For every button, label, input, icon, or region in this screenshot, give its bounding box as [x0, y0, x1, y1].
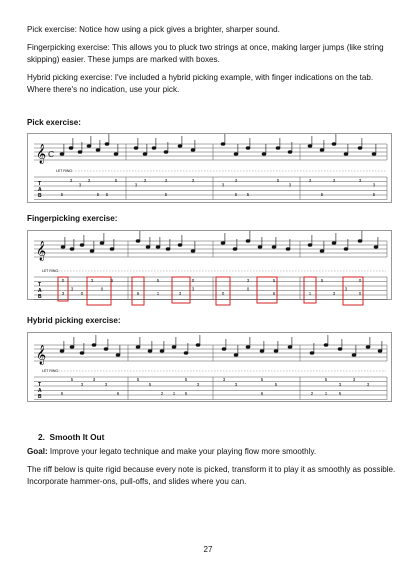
note-head — [178, 244, 182, 247]
tab-number: 3 — [134, 182, 138, 188]
tab-number: 2 — [160, 391, 164, 396]
note-head — [233, 248, 237, 251]
note-head — [286, 248, 290, 251]
tab-number: 6 — [272, 291, 276, 296]
note-head — [96, 149, 100, 152]
tab-number: 6 — [116, 391, 120, 396]
svg-text:𝄞: 𝄞 — [36, 241, 47, 261]
svg-text:LET RING: LET RING — [42, 369, 59, 373]
tab-number: 5 — [272, 278, 276, 283]
svg-text:T: T — [38, 181, 42, 187]
tab-number: 3 — [366, 382, 370, 387]
fingerpicking-note: Fingerpicking exercise: This allows you to pluck two strings at once, making larger jumps (like string skipping) easier. These jumps are marked with boxes. — [27, 43, 384, 65]
note-head — [222, 348, 226, 351]
tab-number: 0 — [80, 291, 84, 296]
svg-text:B: B — [38, 394, 42, 400]
note-head — [178, 145, 182, 148]
tab-number: 5 — [60, 391, 64, 396]
note-head — [344, 153, 348, 156]
tab-number: 5 — [60, 192, 64, 197]
note-head — [184, 352, 188, 355]
tab-number: 6 — [260, 391, 264, 396]
tab-number: 5 — [114, 178, 118, 183]
note-head — [69, 147, 73, 150]
note-head — [288, 151, 292, 154]
tab-number: 3 — [221, 182, 225, 188]
note-head — [308, 145, 312, 148]
note-head — [332, 242, 336, 245]
tab-number: 3 — [308, 178, 312, 183]
tab-number: 3 — [358, 178, 362, 183]
note-head — [344, 248, 348, 251]
note-head — [160, 350, 164, 353]
fingerpicking-exercise-heading: Fingerpicking exercise: — [27, 214, 118, 223]
time-signature: C — [48, 150, 55, 159]
note-head — [234, 354, 238, 357]
tab-number: 5 — [276, 178, 280, 183]
note-head — [78, 151, 82, 154]
tab-number: 5 — [164, 192, 168, 197]
note-head — [104, 348, 108, 351]
tab-number: 3 — [92, 377, 96, 382]
tab-number: 1 — [308, 291, 312, 296]
pick-note: Pick exercise: Notice how using a pick gives a brighter, sharper sound. — [27, 25, 280, 34]
note-head — [320, 250, 324, 253]
note-head — [191, 149, 195, 152]
tab-number: 5 — [96, 192, 100, 197]
note-head — [134, 147, 138, 150]
tab-number: 3 — [87, 178, 91, 183]
note-head — [196, 344, 200, 347]
tab-number: 1 — [172, 391, 176, 396]
note-head — [146, 246, 150, 249]
tab-number: 5 — [156, 278, 160, 283]
note-head — [276, 147, 280, 150]
page-number: 27 — [203, 545, 213, 554]
tab-number: 0 — [358, 278, 362, 283]
tab-number: 6 — [136, 291, 140, 296]
svg-text:T: T — [38, 382, 42, 388]
svg-text:A: A — [38, 288, 42, 294]
tab-number: 3 — [78, 182, 82, 188]
tab-number: 3 — [234, 382, 238, 387]
note-head — [116, 354, 120, 357]
hybrid-note: Hybrid picking exercise: I've included a hybrid picking example, with finger indications on the tab. Where there's no indication, use your pick. — [27, 73, 374, 95]
svg-text:T: T — [38, 282, 42, 288]
note-head — [90, 250, 94, 253]
tab-number: 3 — [246, 278, 250, 283]
svg-text:𝄞: 𝄞 — [36, 345, 47, 365]
note-head — [246, 240, 250, 243]
tab-number: 0 — [221, 291, 225, 296]
hybrid-exercise-heading: Hybrid picking exercise: — [27, 316, 121, 325]
tab-number: 5 — [324, 377, 328, 382]
jump-highlight-box — [304, 277, 316, 303]
note-head — [148, 350, 152, 353]
tab-number: 3 — [372, 182, 376, 188]
pick-exercise-heading: Pick exercise: — [27, 118, 82, 127]
note-head — [110, 248, 114, 251]
tab-number: 3 — [164, 178, 168, 183]
svg-text:A: A — [38, 187, 42, 193]
tab-number: 3 — [143, 178, 147, 183]
tab-number: 5 — [260, 377, 264, 382]
tab-number: 5 — [338, 391, 342, 396]
note-head — [136, 240, 140, 243]
tab-number: 3 — [69, 178, 73, 183]
tab-number: 3 — [288, 182, 292, 188]
treble-clef-icon: 𝄞 — [36, 144, 47, 164]
tab-number: 0 — [100, 286, 104, 292]
section-heading: 2. Smooth It Out — [38, 432, 105, 442]
note-head — [156, 246, 160, 249]
tab-number: 3 — [80, 382, 84, 387]
note-head — [100, 242, 104, 245]
tab-number: 5 — [246, 192, 250, 197]
note-head — [143, 153, 147, 156]
note-head — [308, 244, 312, 247]
note-head — [105, 143, 109, 146]
tab-number: 1 — [156, 291, 160, 296]
tab-number: 3 — [70, 286, 74, 292]
note-head — [366, 346, 370, 349]
note-head — [164, 151, 168, 154]
note-head — [221, 242, 225, 245]
svg-text:B: B — [38, 193, 42, 199]
tab-number: 3 — [90, 278, 94, 283]
note-head — [70, 346, 74, 349]
note-head — [320, 149, 324, 152]
goal-line: Goal: Improve your legato technique and make your playing flow more smoothly. — [27, 447, 317, 456]
tab-number: 5 — [148, 382, 152, 387]
note-head — [378, 350, 382, 353]
jump-highlight-box — [172, 277, 190, 303]
note-head — [60, 350, 64, 353]
note-head — [152, 147, 156, 150]
tab-number: 3 — [191, 286, 195, 292]
tab-number: 5 — [274, 382, 278, 387]
note-head — [324, 344, 328, 347]
tab-number: 3 — [104, 382, 108, 387]
note-head — [221, 143, 225, 146]
svg-text:A: A — [38, 388, 42, 394]
tab-number: 3 — [196, 382, 200, 387]
tab-number: 3 — [222, 377, 226, 382]
tab-number: 2 — [310, 391, 314, 396]
note-head — [60, 153, 64, 156]
hybrid-exercise-score — [27, 332, 392, 402]
let-ring-label: LET RING — [56, 169, 73, 173]
note-head — [80, 352, 84, 355]
tab-number: 3 — [178, 291, 182, 296]
svg-text:B: B — [38, 294, 42, 300]
note-head — [358, 147, 362, 150]
note-head — [274, 350, 278, 353]
note-head — [374, 246, 378, 249]
pick-exercise-score — [27, 133, 392, 203]
note-head — [61, 246, 65, 249]
note-head — [70, 248, 74, 251]
tab-number: 5 — [372, 192, 376, 197]
note-head — [246, 346, 250, 349]
tab-number: 3 — [344, 286, 348, 292]
tab-number: 3 — [332, 291, 336, 296]
tab-number: 0 — [358, 291, 362, 296]
note-head — [372, 153, 376, 156]
tab-number: 0 — [191, 278, 195, 283]
tab-number: 5 — [110, 278, 114, 283]
note-head — [262, 153, 266, 156]
note-head — [352, 354, 356, 357]
note-head — [338, 348, 342, 351]
tab-number: 3 — [332, 178, 336, 183]
note-head — [234, 153, 238, 156]
section-body: The riff below is quite rigid because every note is picked, transform it to play it as smoothly as possible. Incorporate hammer-ons, pull-offs, and slides where you can. — [27, 465, 396, 487]
note-head — [258, 246, 262, 249]
tab-number: 3 — [61, 291, 65, 296]
note-head — [166, 248, 170, 251]
note-head — [92, 344, 96, 347]
tab-number: 5 — [184, 377, 188, 382]
note-head — [310, 352, 314, 355]
tab-number: 5 — [70, 377, 74, 382]
note-head — [136, 346, 140, 349]
note-head — [114, 153, 118, 156]
svg-text:LET RING: LET RING — [42, 269, 59, 273]
tab-number: 5 — [184, 391, 188, 396]
tab-number: 0 — [246, 286, 250, 292]
tab-number: 5 — [136, 377, 140, 382]
tab-number: 5 — [234, 192, 238, 197]
tab-number: 3 — [338, 382, 342, 387]
tab-number: 5 — [320, 192, 324, 197]
note-head — [332, 143, 336, 146]
tab-number: 5 — [320, 278, 324, 283]
note-head — [172, 346, 176, 349]
fingerpicking-exercise-score — [27, 230, 392, 300]
note-head — [358, 240, 362, 243]
note-head — [191, 250, 195, 253]
note-head — [272, 246, 276, 249]
tab-number: 3 — [352, 377, 356, 382]
tab-number: 1 — [324, 391, 328, 396]
note-head — [246, 147, 250, 150]
tab-number: 0 — [61, 278, 65, 283]
tab-number: 3 — [191, 178, 195, 183]
note-head — [87, 145, 91, 148]
tab-number: 5 — [105, 192, 109, 197]
tab-number: 3 — [234, 178, 238, 183]
note-head — [260, 350, 264, 353]
note-head — [80, 244, 84, 247]
note-head — [288, 346, 292, 349]
